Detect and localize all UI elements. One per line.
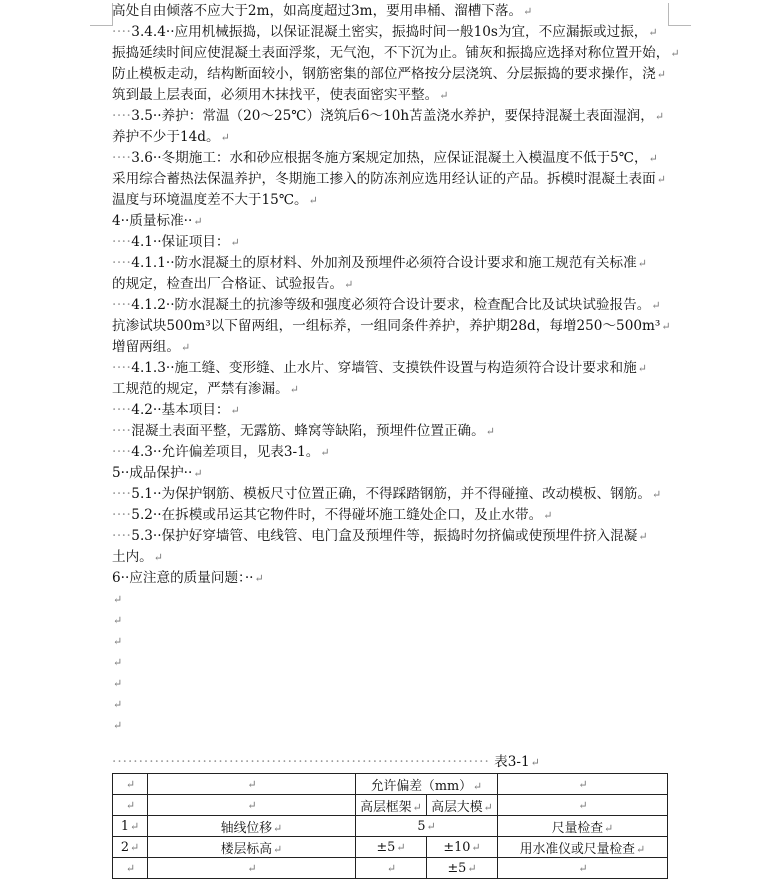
document-paragraph[interactable]	[112, 652, 122, 673]
paragraph-text: 4.1.2··防水混凝土的抗渗等级和强度必须符合设计要求，检查配合比及试块试验报告。	[131, 297, 651, 313]
paragraph-text: 工规范的规定，严禁有渗漏。	[112, 381, 289, 397]
paragraph-text: 抗渗试块500m³以下留两组，一组标养，一组同条件养护，养护期28d，每增250～500m³	[112, 318, 661, 334]
paragraph-mark: ↵	[113, 656, 123, 669]
indent-dots: ····	[112, 486, 132, 502]
paragraph-text: 3.5··养护：常温（20～25℃）浇筑后6～10h苫盖浇水养护，要保持混凝土表面湿润，	[131, 108, 654, 124]
paragraph-mark: ↵	[543, 509, 553, 522]
document-paragraph[interactable]	[112, 484, 661, 505]
paragraph-text: 土内。	[112, 549, 153, 565]
paragraph-text: 4.1.3··施工缝、变形缝、止水片、穿墙管、支摸铁件设置与构造须符合设计要求和施	[131, 360, 637, 376]
paragraph-mark: ↵	[230, 236, 240, 249]
paragraph-mark: ↵	[651, 488, 662, 501]
paragraph-mark: ↵	[113, 677, 123, 690]
indent-dots: ····	[112, 444, 132, 460]
caption-text: 表3-1	[494, 754, 530, 770]
table-cell-method[interactable]: ↵	[498, 858, 668, 879]
paragraph-mark: ↵	[670, 47, 680, 60]
paragraph-mark: ↵	[523, 5, 533, 18]
table-cell-no[interactable]: 1↵	[113, 816, 148, 837]
table-subheader[interactable]: 高层框架↵	[356, 795, 427, 816]
table-cell[interactable]: ↵	[498, 795, 668, 816]
table-cell[interactable]: ↵	[148, 774, 356, 795]
table-cell-value[interactable]: ±10↵	[427, 837, 498, 858]
document-paragraph[interactable]	[112, 85, 448, 106]
table-cell[interactable]: ↵	[113, 774, 148, 795]
paragraph-mark: ↵	[113, 698, 123, 711]
document-paragraph[interactable]	[112, 253, 647, 274]
paragraph-mark: ↵	[651, 299, 661, 312]
table-row	[113, 816, 668, 837]
paragraph-text: 4.3··允许偏差项目，见表3-1。	[131, 444, 320, 460]
paragraph-text: 4.1··保证项目：	[131, 234, 230, 250]
document-paragraph[interactable]	[112, 421, 495, 442]
crop-mark-top-right	[668, 3, 691, 26]
crop-mark-top-left	[90, 3, 113, 26]
paragraph-mark: ↵	[180, 341, 191, 354]
paragraph-mark: ↵	[113, 614, 123, 627]
document-paragraph[interactable]	[112, 211, 203, 232]
paragraph-mark: ↵	[648, 26, 658, 39]
paragraph-text: 防止模板走动，结构断面较小，钢筋密集的部位严格按分层浇筑、分层振捣的要求操作，浇	[112, 66, 656, 82]
table-cell-no[interactable]: 2↵	[113, 837, 148, 858]
document-paragraph[interactable]	[112, 442, 330, 463]
table-cell-value[interactable]: ↵	[356, 858, 427, 879]
paragraph-mark: ↵	[661, 320, 671, 333]
document-paragraph[interactable]	[112, 169, 666, 190]
paragraph-text: 3.4.4··应用机械振捣，以保证混凝土密实，振捣时间一般10s为宜，不应漏振或过振，	[131, 24, 648, 40]
paragraph-mark: ↵	[153, 551, 163, 564]
document-paragraph[interactable]	[112, 358, 647, 379]
indent-dots: ····	[112, 150, 132, 166]
table-cell-item[interactable]: ↵	[148, 858, 356, 879]
document-paragraph[interactable]	[112, 715, 122, 736]
paragraph-mark: ↵	[113, 719, 123, 732]
paragraph-text: 4··质量标准··	[112, 213, 193, 229]
table-row	[113, 858, 668, 879]
paragraph-mark: ↵	[220, 131, 230, 144]
paragraph-mark: ↵	[344, 278, 354, 291]
document-paragraph[interactable]	[112, 673, 122, 694]
table-caption	[112, 752, 668, 773]
paragraph-mark: ↵	[654, 110, 665, 123]
paragraph-mark: ↵	[439, 89, 449, 102]
indent-dots: ····	[112, 507, 132, 523]
paragraph-mark: ↵	[530, 756, 540, 769]
document-paragraph[interactable]	[112, 274, 353, 295]
paragraph-text: 混凝土表面平整，无露筋、蜂窝等缺陷，预埋件位置正确。	[131, 423, 485, 439]
indent-dots: ····	[112, 255, 132, 271]
paragraph-mark: ↵	[193, 467, 203, 480]
indent-dots: ····	[112, 528, 132, 544]
document-paragraph[interactable]	[112, 631, 122, 652]
document-paragraph[interactable]	[112, 505, 552, 526]
document-paragraph[interactable]	[112, 43, 680, 64]
paragraph-text: 4.1.1··防水混凝土的原材料、外加剂及预埋件必须符合设计要求和施工规范有关标准	[131, 255, 637, 271]
indent-dots: ····	[112, 423, 132, 439]
paragraph-text: 5.3··保护好穿墙管、电线管、电门盒及预埋件等，振捣时勿挤偏或使预埋件挤入混凝	[131, 528, 638, 544]
paragraph-mark: ↵	[485, 425, 495, 438]
paragraph-text: 振捣延续时间应使混凝土表面浮浆，无气泡，不下沉为止。铺灰和振捣应选择对称位置开始，	[112, 45, 670, 61]
paragraph-text: 4.2··基本项目：	[131, 402, 230, 418]
table-cell[interactable]: ↵	[498, 774, 668, 795]
table-cell[interactable]: ↵	[148, 795, 356, 816]
document-paragraph[interactable]	[112, 232, 240, 253]
table-cell[interactable]: ↵	[113, 795, 148, 816]
document-paragraph[interactable]	[112, 106, 664, 127]
indent-dots: ····	[112, 108, 132, 124]
paragraph-text: 采用综合蓄热法保温养护，冬期施工掺入的防冻剂应选用经认证的产品。拆模时混凝土表面	[112, 171, 656, 187]
paragraph-mark: ↵	[656, 173, 666, 186]
paragraph-text: 5.2··在拆模或吊运其它物件时，不得碰坏施工缝处企口，及止水带。	[131, 507, 543, 523]
paragraph-mark: ↵	[113, 635, 123, 648]
document-paragraph[interactable]	[112, 190, 318, 211]
document-paragraph[interactable]	[112, 547, 163, 568]
paragraph-mark: ↵	[320, 446, 330, 459]
table-cell-no[interactable]: ↵	[113, 858, 148, 879]
document-paragraph[interactable]	[112, 379, 299, 400]
indent-dots: ····	[112, 297, 132, 313]
paragraph-mark: ↵	[648, 152, 658, 165]
table-cell-method[interactable]: 用水准仪或尺量检查↵	[498, 837, 668, 858]
paragraph-text: 3.6··冬期施工：水和砂应根据冬施方案规定加热，应保证混凝土入模温度不低于5℃，	[131, 150, 648, 166]
document-paragraph[interactable]	[112, 22, 658, 43]
table-cell-item[interactable]: 轴线位移↵	[148, 816, 356, 837]
indent-dots: ····	[112, 234, 132, 250]
document-paragraph[interactable]	[112, 400, 240, 421]
table-cell-value[interactable]: ±5↵	[427, 858, 498, 879]
document-paragraph[interactable]	[112, 463, 203, 484]
tolerance-table[interactable]	[112, 773, 668, 879]
paragraph-mark: ↵	[308, 194, 318, 207]
paragraph-text: 6··应注意的质量问题：··	[112, 570, 254, 586]
table-cell-method[interactable]: 尺量检查↵	[498, 816, 668, 837]
document-paragraph[interactable]	[112, 589, 122, 610]
caption-leader: ·······································································	[112, 754, 490, 770]
document-paragraph[interactable]	[112, 64, 666, 85]
document-paragraph[interactable]	[112, 316, 671, 337]
paragraph-mark: ↵	[113, 593, 123, 606]
paragraph-mark: ↵	[289, 383, 299, 396]
paragraph-text: 5··成品保护··	[112, 465, 193, 481]
paragraph-text: 增留两组。	[112, 339, 180, 355]
paragraph-mark: ↵	[254, 572, 264, 585]
paragraph-text: 高处自由倾落不应大于2m，如高度超过3m，要用串桶、溜槽下落。	[112, 3, 523, 19]
indent-dots: ····	[112, 402, 132, 418]
paragraph-mark: ↵	[656, 68, 666, 81]
paragraph-text: 5.1··为保护钢筋、模板尺寸位置正确，不得踩踏钢筋，并不得碰撞、改动模板、钢筋。	[131, 486, 651, 502]
paragraph-text: 的规定，检查出厂合格证、试验报告。	[112, 276, 344, 292]
document-paragraph[interactable]	[112, 568, 264, 589]
paragraph-mark: ↵	[637, 362, 647, 375]
document-paragraph[interactable]	[112, 610, 122, 631]
paragraph-mark: ↵	[637, 257, 647, 270]
paragraph-text: 养护不少于14d。	[112, 129, 220, 145]
document-paragraph[interactable]	[112, 1, 532, 22]
table-cell-value[interactable]: 5↵	[356, 816, 498, 837]
table-subheader[interactable]: 高层大模↵	[427, 795, 498, 816]
document-paragraph[interactable]	[112, 148, 658, 169]
paragraph-mark: ↵	[193, 215, 203, 228]
table-cell-value[interactable]: ±5↵	[356, 837, 427, 858]
table-cell-group-header[interactable]: 允许偏差（mm）↵	[356, 774, 498, 795]
paragraph-mark: ↵	[638, 530, 648, 543]
indent-dots: ····	[112, 360, 132, 376]
paragraph-text: 筑到最上层表面，必须用木抹找平，使表面密实平整。	[112, 87, 439, 103]
paragraph-mark: ↵	[230, 404, 240, 417]
paragraph-text: 温度与环境温度差不大于15℃。	[112, 192, 308, 208]
document-paragraph[interactable]	[112, 337, 190, 358]
indent-dots: ····	[112, 24, 132, 40]
document-paragraph[interactable]	[112, 127, 230, 148]
table-cell-item[interactable]: 楼层标高↵	[148, 837, 356, 858]
document-paragraph[interactable]	[112, 526, 648, 547]
document-paragraph[interactable]	[112, 295, 661, 316]
table-row	[113, 837, 668, 858]
document-paragraph[interactable]	[112, 694, 122, 715]
